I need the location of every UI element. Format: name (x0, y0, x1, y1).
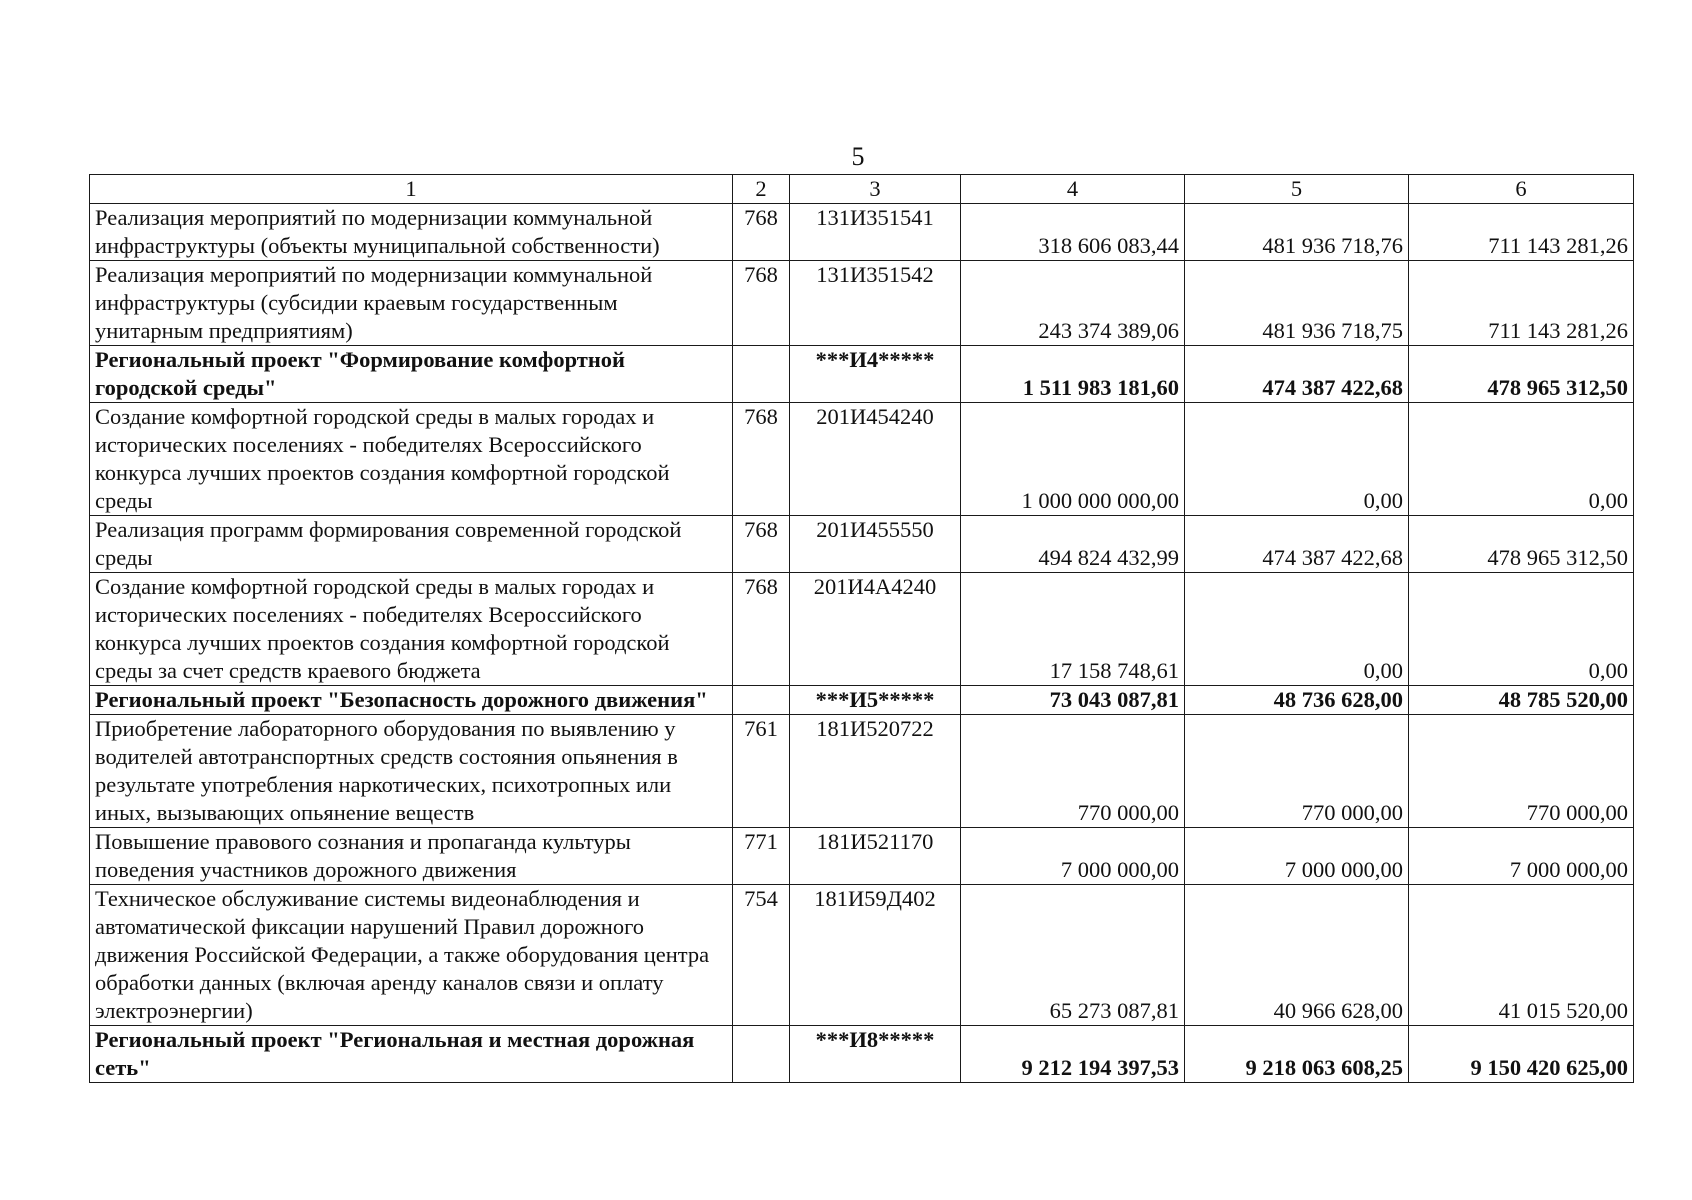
row-amount-col4-cell: 17 158 748,61 (961, 573, 1185, 686)
row-amount-col5-cell: 9 218 063 608,25 (1185, 1026, 1409, 1083)
table-section-row (90, 1026, 1634, 1083)
row-amount-col6-cell: 41 015 520,00 (1409, 885, 1634, 1026)
header-cell: 1 (90, 175, 733, 204)
row-amount-col4-cell: 9 212 194 397,53 (961, 1026, 1185, 1083)
row-amount-col5-cell: 7 000 000,00 (1185, 828, 1409, 885)
row-name-cell: Региональный проект "Безопасность дорожного движения" (90, 686, 733, 715)
row-budget-code-cell: 131И351542 (790, 261, 961, 346)
row-name-cell: Создание комфортной городской среды в малых городах и исторических поселениях - победителях Всероссийского конкурса лучших проектов создания комфортной городской среды за счет средств краевого бюджета (90, 573, 733, 686)
row-amount-col6-cell: 9 150 420 625,00 (1409, 1026, 1634, 1083)
row-amount-col5-cell: 474 387 422,68 (1185, 346, 1409, 403)
row-budget-code-cell: 201И454240 (790, 403, 961, 516)
row-name-cell: Приобретение лабораторного оборудования по выявлению у водителей автотранспортных средств состояния опьянения в результате употребления наркотических, психотропных или иных, вызывающих опьянение веществ (90, 715, 733, 828)
row-amount-col5-cell: 0,00 (1185, 403, 1409, 516)
row-amount-col4-cell: 73 043 087,81 (961, 686, 1185, 715)
row-amount-col6-cell: 711 143 281,26 (1409, 204, 1634, 261)
row-amount-col4-cell: 1 511 983 181,60 (961, 346, 1185, 403)
row-name-cell: Техническое обслуживание системы видеонаблюдения и автоматической фиксации нарушений Правил дорожного движения Российской Федерации, а также оборудования центра обработки данных (включая аренду каналов связи и оплату электроэнергии) (90, 885, 733, 1026)
header-cell: 4 (961, 175, 1185, 204)
row-amount-col4-cell: 65 273 087,81 (961, 885, 1185, 1026)
row-budget-code-cell: ***И4***** (790, 346, 961, 403)
row-admin-code-cell: 768 (733, 573, 790, 686)
row-amount-col5-cell: 48 736 628,00 (1185, 686, 1409, 715)
row-admin-code-cell: 768 (733, 261, 790, 346)
row-admin-code-cell (733, 686, 790, 715)
row-admin-code-cell: 761 (733, 715, 790, 828)
row-amount-col4-cell: 318 606 083,44 (961, 204, 1185, 261)
row-budget-code-cell: 201И455550 (790, 516, 961, 573)
row-amount-col5-cell: 40 966 628,00 (1185, 885, 1409, 1026)
row-name-cell: Реализация мероприятий по модернизации коммунальной инфраструктуры (субсидии краевым государственным унитарным предприятиям) (90, 261, 733, 346)
row-admin-code-cell: 768 (733, 204, 790, 261)
table-row (90, 261, 1634, 346)
row-amount-col6-cell: 478 965 312,50 (1409, 346, 1634, 403)
table-row (90, 885, 1634, 1026)
budget-table (89, 174, 1634, 1083)
row-amount-col6-cell: 478 965 312,50 (1409, 516, 1634, 573)
header-cell: 5 (1185, 175, 1409, 204)
row-budget-code-cell: 181И521170 (790, 828, 961, 885)
row-admin-code-cell: 771 (733, 828, 790, 885)
row-amount-col4-cell: 494 824 432,99 (961, 516, 1185, 573)
row-amount-col4-cell: 770 000,00 (961, 715, 1185, 828)
row-amount-col6-cell: 0,00 (1409, 403, 1634, 516)
table-header-row (90, 175, 1634, 204)
row-amount-col4-cell: 7 000 000,00 (961, 828, 1185, 885)
header-cell: 6 (1409, 175, 1634, 204)
row-amount-col5-cell: 474 387 422,68 (1185, 516, 1409, 573)
row-budget-code-cell: ***И5***** (790, 686, 961, 715)
table-section-row (90, 686, 1634, 715)
row-admin-code-cell: 754 (733, 885, 790, 1026)
table-row (90, 516, 1634, 573)
row-amount-col4-cell: 1 000 000 000,00 (961, 403, 1185, 516)
row-amount-col5-cell: 0,00 (1185, 573, 1409, 686)
page-number: 5 (851, 142, 865, 171)
table-row (90, 828, 1634, 885)
row-amount-col5-cell: 481 936 718,75 (1185, 261, 1409, 346)
table-row (90, 715, 1634, 828)
row-name-cell: Региональный проект "Формирование комфортной городской среды" (90, 346, 733, 403)
row-amount-col6-cell: 0,00 (1409, 573, 1634, 686)
header-cell: 3 (790, 175, 961, 204)
row-admin-code-cell (733, 346, 790, 403)
row-amount-col6-cell: 7 000 000,00 (1409, 828, 1634, 885)
row-amount-col5-cell: 481 936 718,76 (1185, 204, 1409, 261)
row-name-cell: Создание комфортной городской среды в малых городах и исторических поселениях - победителях Всероссийского конкурса лучших проектов создания комфортной городской среды (90, 403, 733, 516)
row-name-cell: Реализация программ формирования современной городской среды (90, 516, 733, 573)
row-budget-code-cell: 131И351541 (790, 204, 961, 261)
row-admin-code-cell (733, 1026, 790, 1083)
row-amount-col6-cell: 711 143 281,26 (1409, 261, 1634, 346)
row-name-cell: Реализация мероприятий по модернизации коммунальной инфраструктуры (объекты муниципальной собственности) (90, 204, 733, 261)
table-row (90, 403, 1634, 516)
row-budget-code-cell: 181И59Д402 (790, 885, 961, 1026)
table-row (90, 204, 1634, 261)
row-budget-code-cell: 201И4А4240 (790, 573, 961, 686)
row-budget-code-cell: 181И520722 (790, 715, 961, 828)
table-row (90, 573, 1634, 686)
row-admin-code-cell: 768 (733, 403, 790, 516)
row-amount-col6-cell: 770 000,00 (1409, 715, 1634, 828)
row-amount-col4-cell: 243 374 389,06 (961, 261, 1185, 346)
row-name-cell: Региональный проект "Региональная и местная дорожная сеть" (90, 1026, 733, 1083)
row-amount-col6-cell: 48 785 520,00 (1409, 686, 1634, 715)
row-budget-code-cell: ***И8***** (790, 1026, 961, 1083)
header-cell: 2 (733, 175, 790, 204)
row-admin-code-cell: 768 (733, 516, 790, 573)
row-name-cell: Повышение правового сознания и пропаганда культуры поведения участников дорожного движения (90, 828, 733, 885)
table-section-row (90, 346, 1634, 403)
row-amount-col5-cell: 770 000,00 (1185, 715, 1409, 828)
